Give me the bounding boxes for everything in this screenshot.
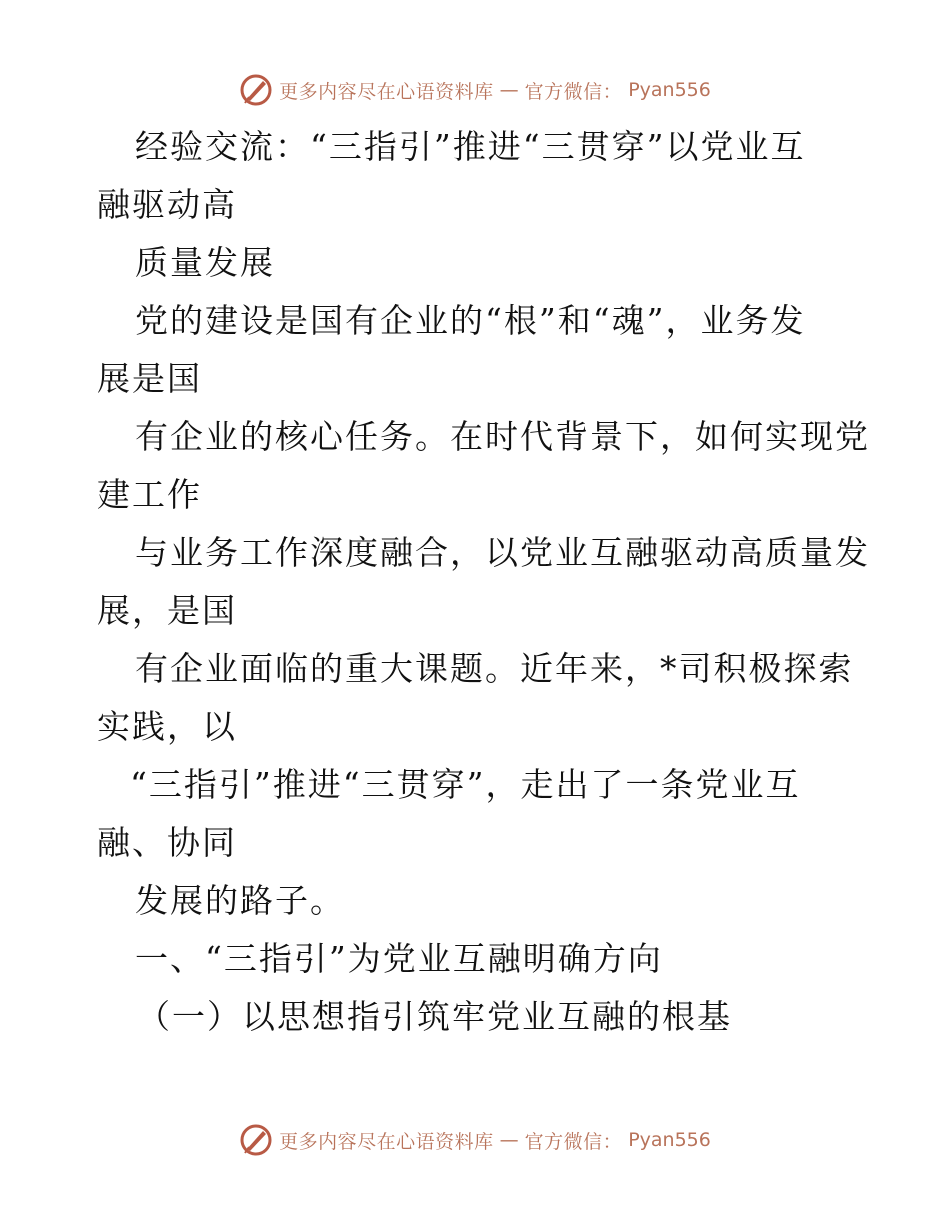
paragraph-line: 有企业的核心任务。在时代背景下，如何实现党 — [135, 417, 870, 456]
paragraph-line: 展是国 — [97, 359, 202, 398]
section-heading: 一、“三指引”为党业互融明确方向 — [135, 939, 663, 978]
header-watermark — [0, 70, 950, 110]
watermark-text: 更多内容尽在心语资料库 — [279, 80, 494, 103]
paragraph-line: 融、协同 — [97, 823, 237, 862]
subsection-heading: （一）以思想指引筑牢党业互融的根基 — [137, 997, 732, 1036]
quill-logo-icon — [239, 1123, 273, 1157]
watermark-account: Pyan556 — [628, 1129, 711, 1151]
watermark-text: 更多内容尽在心语资料库 — [279, 1130, 494, 1153]
title-line-1: 经验交流：“三指引”推进“三贯穿”以党业互 — [135, 127, 806, 166]
document-body — [97, 118, 870, 1046]
paragraph-line: 有企业面临的重大课题。近年来，*司积极探索 — [135, 649, 854, 688]
watermark-separator: — — [499, 1129, 519, 1151]
paragraph-line: 发展的路子。 — [135, 881, 345, 920]
footer-watermark — [0, 1120, 950, 1160]
watermark-account: Pyan556 — [628, 79, 711, 101]
paragraph-line: 实践，以 — [97, 707, 237, 746]
watermark-wechat-label: 官方微信： — [524, 80, 623, 103]
paragraph-line: 与业务工作深度融合，以党业互融驱动高质量发 — [135, 533, 870, 572]
watermark-separator: — — [499, 79, 519, 101]
paragraph-line: 展，是国 — [97, 591, 237, 630]
paragraph-line: 党的建设是国有企业的“根”和“魂”，业务发 — [135, 301, 806, 340]
quill-logo-icon — [239, 73, 273, 107]
title-line-3: 质量发展 — [135, 243, 275, 282]
watermark-wechat-label: 官方微信： — [524, 1130, 623, 1153]
paragraph-line: “三指引”推进“三贯穿”，走出了一条党业互 — [130, 765, 801, 804]
paragraph-line: 建工作 — [97, 475, 202, 514]
title-line-2: 融驱动高 — [97, 185, 237, 224]
